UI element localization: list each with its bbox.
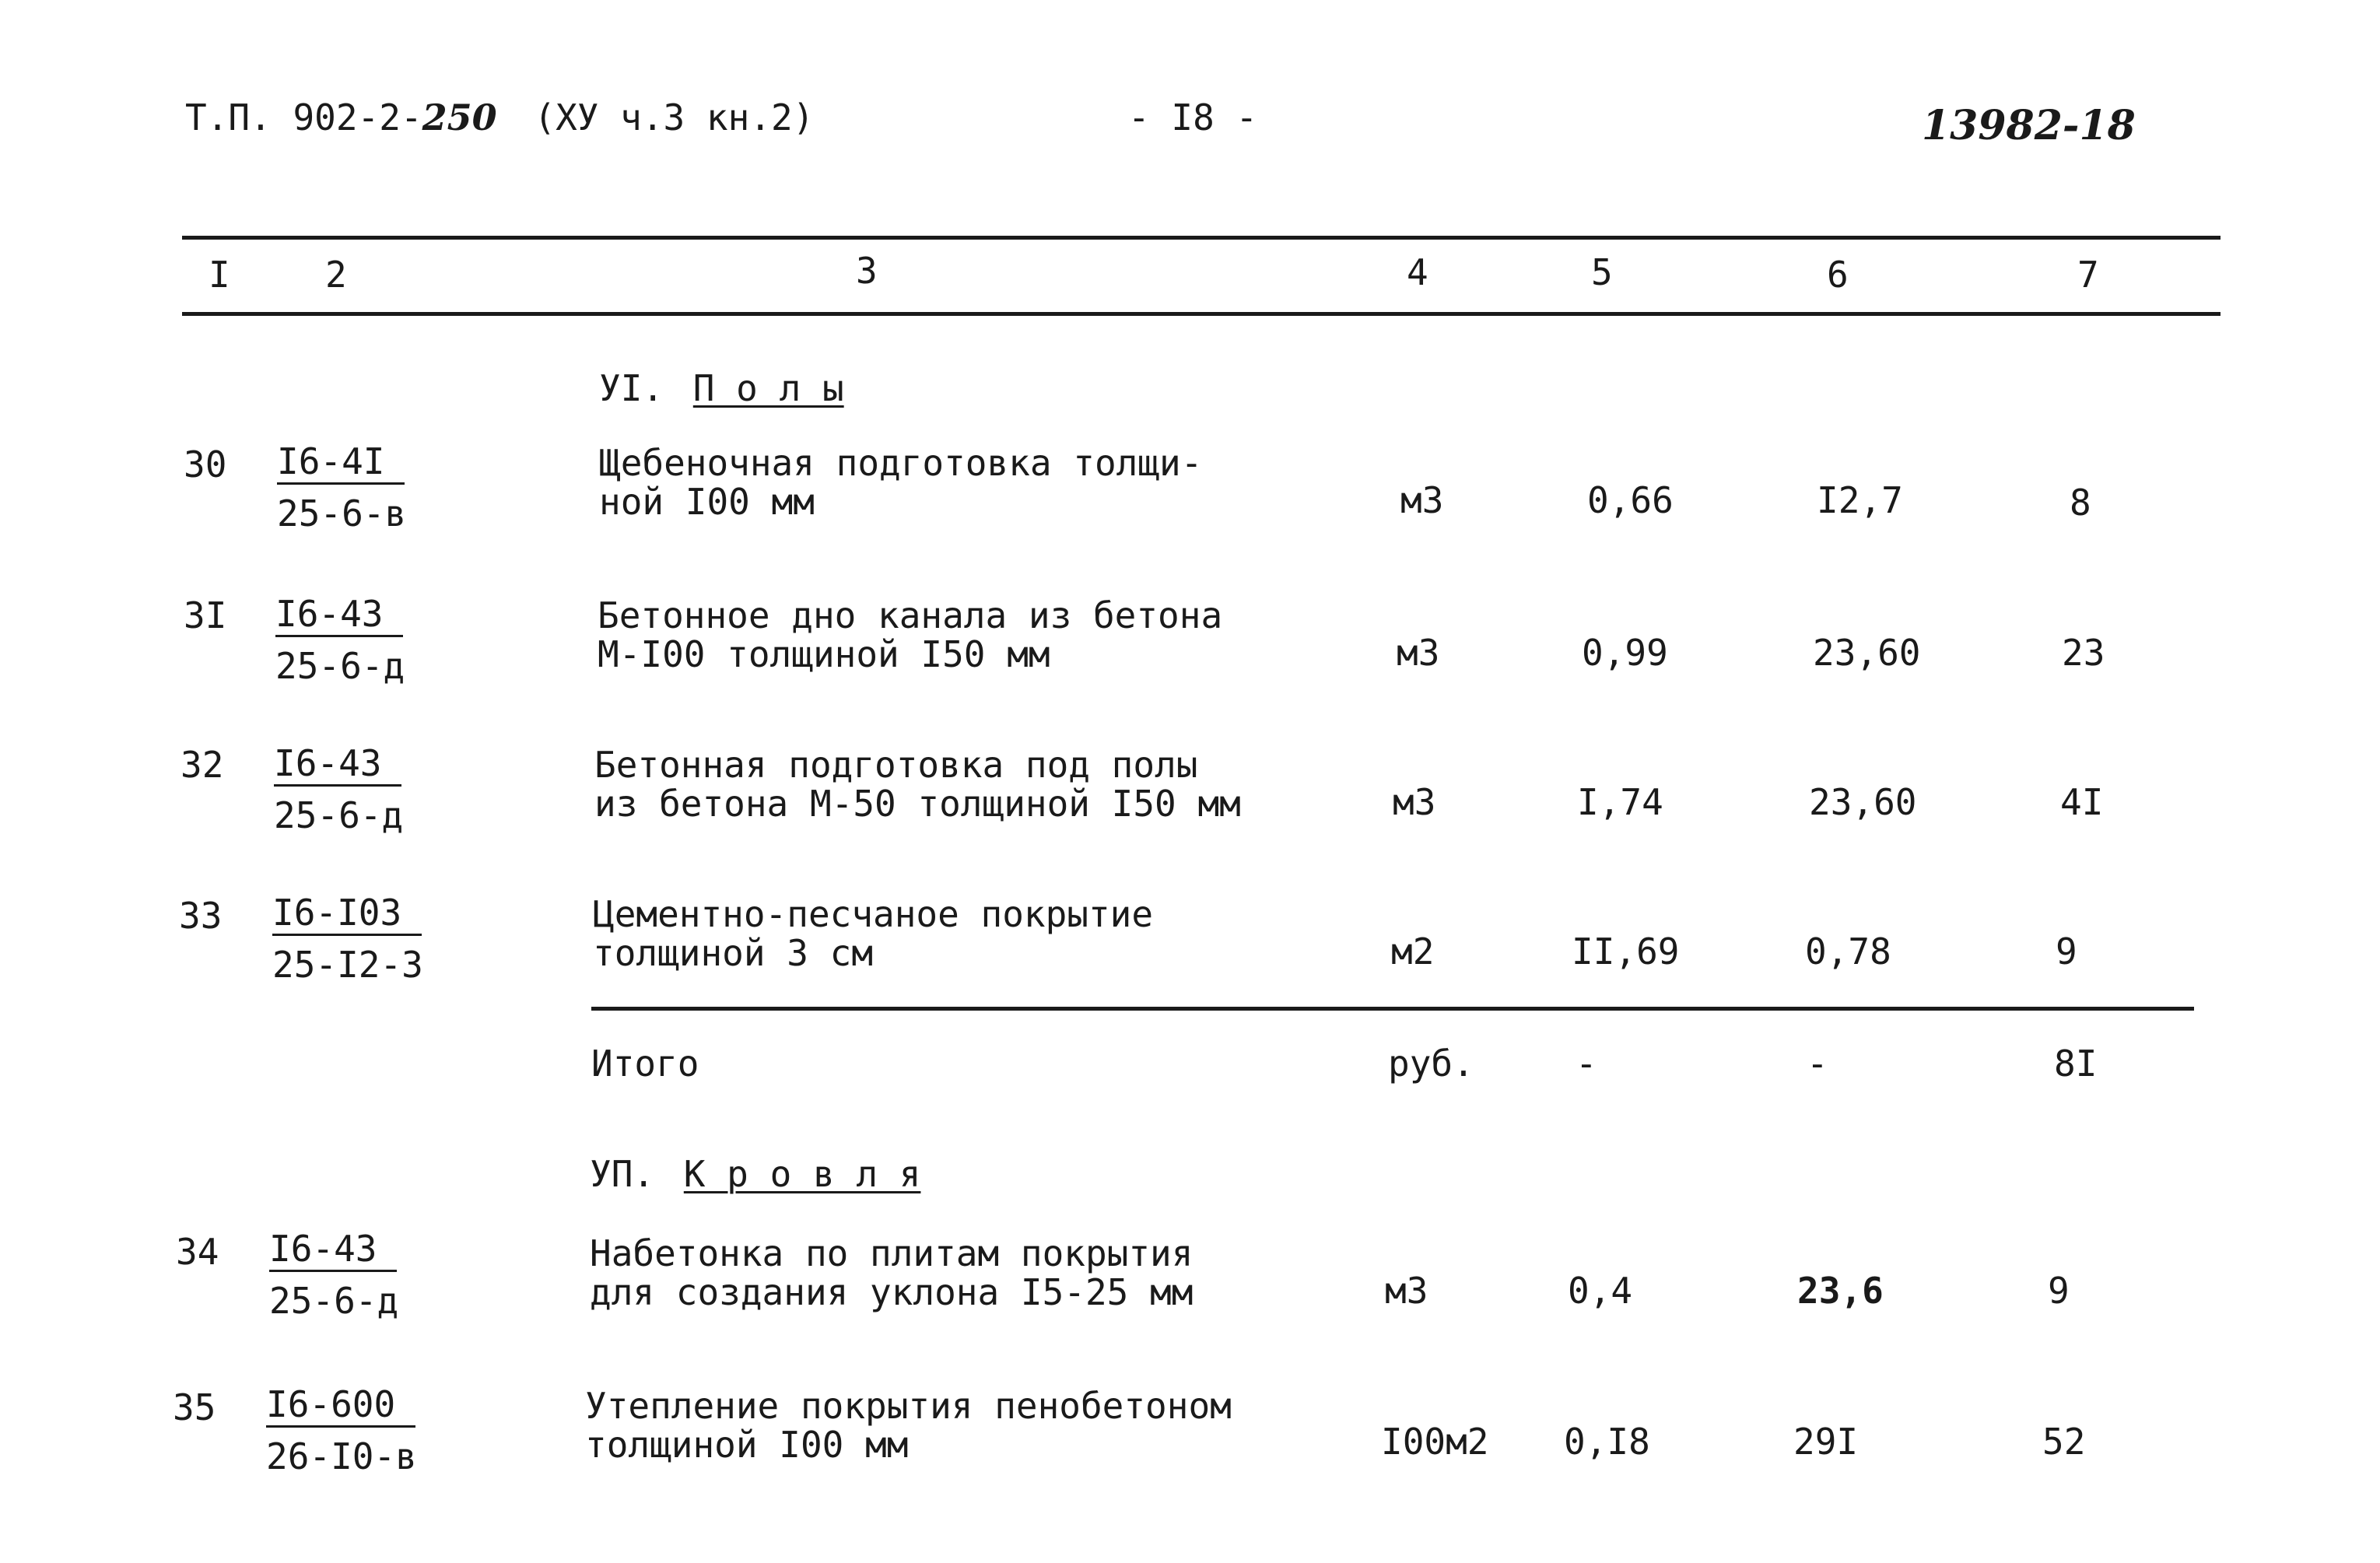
desc-line-2: толщиной I00 мм bbox=[585, 1424, 909, 1466]
col-header-1: I bbox=[209, 254, 230, 296]
col-header-3: 3 bbox=[856, 250, 878, 292]
col-header-5: 5 bbox=[1591, 251, 1613, 293]
desc-line-1: Бетонное дно канала из бетона bbox=[598, 594, 1223, 636]
code-numerator: I6-43 bbox=[269, 1231, 397, 1272]
desc-line-2: М-I00 толщиной I50 мм bbox=[598, 633, 1050, 675]
table-top-rule bbox=[182, 236, 2221, 240]
unit: м3 bbox=[1400, 479, 1444, 521]
work-description bbox=[599, 443, 1202, 521]
col-header-6: 6 bbox=[1827, 254, 1849, 296]
total-cost: 4I bbox=[2060, 781, 2104, 823]
doc-ref-handwritten: 250 bbox=[422, 96, 497, 138]
code-denominator: 25-6-д bbox=[269, 1280, 399, 1322]
row-number: 35 bbox=[173, 1386, 216, 1428]
unit-price: I2,7 bbox=[1817, 479, 1903, 521]
quantity: II,69 bbox=[1572, 930, 1680, 972]
desc-line-2: толщиной 3 см bbox=[593, 932, 874, 974]
row-number: 32 bbox=[181, 744, 224, 786]
col-header-2: 2 bbox=[325, 254, 347, 296]
quantity: 0,I8 bbox=[1564, 1421, 1650, 1463]
code-numerator: I6-4I bbox=[277, 443, 405, 485]
work-description bbox=[594, 745, 1241, 823]
desc-line-2: ной I00 мм bbox=[599, 481, 815, 523]
row-number: 3I bbox=[184, 594, 227, 636]
unit-price: 23,60 bbox=[1813, 632, 1921, 674]
unit: м2 bbox=[1391, 930, 1435, 972]
section-heading-roofing bbox=[590, 1153, 921, 1195]
total-cost: 9 bbox=[2048, 1270, 2070, 1312]
work-code bbox=[266, 1383, 417, 1477]
section-heading-floors bbox=[599, 367, 844, 409]
desc-line-1: Утепление покрытия пенобетоном bbox=[585, 1385, 1232, 1427]
work-code bbox=[274, 742, 404, 836]
desc-line-1: Бетонная подготовка под полы bbox=[594, 744, 1198, 786]
subtotal-label: Итого bbox=[591, 1043, 699, 1085]
unit-price: 23,6 bbox=[1797, 1270, 1884, 1312]
desc-line-2: для создания уклона I5-25 мм bbox=[590, 1271, 1194, 1313]
work-description bbox=[590, 1234, 1193, 1312]
page-number: - I8 - bbox=[1128, 96, 1258, 138]
code-denominator: 25-I2-3 bbox=[272, 944, 423, 986]
quantity: 0,4 bbox=[1568, 1270, 1633, 1312]
work-code bbox=[275, 593, 405, 687]
quantity: 0,66 bbox=[1587, 479, 1674, 521]
total-cost: 9 bbox=[2056, 930, 2077, 972]
row-number: 33 bbox=[179, 895, 223, 937]
desc-line-1: Цементно-песчаное покрытие bbox=[593, 893, 1154, 935]
unit-price: 23,60 bbox=[1809, 781, 1917, 823]
unit-price: 0,78 bbox=[1805, 930, 1891, 972]
doc-ref-prefix: Т.П. 902-2- bbox=[185, 96, 422, 138]
section-title: К р о в л я bbox=[683, 1153, 921, 1195]
desc-line-1: Щебеночная подготовка толщи- bbox=[599, 442, 1203, 484]
subtotal-total: 8I bbox=[2054, 1043, 2098, 1085]
row-number: 30 bbox=[184, 443, 227, 485]
desc-line-2: из бетона М-50 толщиной I50 мм bbox=[594, 783, 1241, 825]
subtotal-unit: руб. bbox=[1388, 1043, 1474, 1085]
col-header-7: 7 bbox=[2077, 254, 2099, 296]
subtotal-qty: - bbox=[1576, 1043, 1597, 1085]
code-denominator: 25-6-д bbox=[274, 794, 404, 836]
total-cost: 52 bbox=[2042, 1421, 2086, 1463]
code-numerator: I6-43 bbox=[275, 596, 403, 637]
quantity: 0,99 bbox=[1582, 632, 1668, 674]
work-description bbox=[585, 1386, 1232, 1464]
code-numerator: I6-I03 bbox=[272, 895, 422, 936]
archive-number: 13982-18 bbox=[1922, 102, 2136, 149]
table-header-bottom-rule bbox=[182, 312, 2221, 316]
unit: м3 bbox=[1385, 1270, 1428, 1312]
work-code bbox=[269, 1228, 399, 1322]
quantity: I,74 bbox=[1577, 781, 1663, 823]
code-numerator: I6-43 bbox=[274, 745, 401, 787]
section-title: П о л ы bbox=[692, 367, 844, 409]
section-numeral: УI. bbox=[599, 367, 664, 409]
doc-ref-suffix: (ХУ ч.3 кн.2) bbox=[534, 96, 815, 138]
code-denominator: 25-6-в bbox=[277, 492, 407, 534]
subtotal-rule bbox=[591, 1007, 2194, 1011]
code-numerator: I6-600 bbox=[266, 1386, 415, 1428]
desc-line-1: Набетонка по плитам покрытия bbox=[590, 1232, 1194, 1274]
doc-reference bbox=[185, 96, 815, 138]
col-header-4: 4 bbox=[1407, 251, 1428, 293]
code-denominator: 25-6-д bbox=[275, 645, 405, 687]
total-cost: 23 bbox=[2062, 632, 2105, 674]
row-number: 34 bbox=[176, 1231, 219, 1273]
subtotal-price: - bbox=[1807, 1043, 1828, 1085]
work-description bbox=[593, 895, 1153, 972]
unit: м3 bbox=[1393, 781, 1436, 823]
work-description bbox=[598, 596, 1222, 674]
unit: м3 bbox=[1397, 632, 1440, 674]
work-code bbox=[272, 892, 423, 986]
code-denominator: 26-I0-в bbox=[266, 1435, 417, 1477]
unit: I00м2 bbox=[1381, 1421, 1489, 1463]
unit-price: 29I bbox=[1793, 1421, 1859, 1463]
total-cost: 8 bbox=[2070, 482, 2091, 524]
section-numeral: УП. bbox=[590, 1153, 655, 1195]
work-code bbox=[277, 440, 407, 534]
